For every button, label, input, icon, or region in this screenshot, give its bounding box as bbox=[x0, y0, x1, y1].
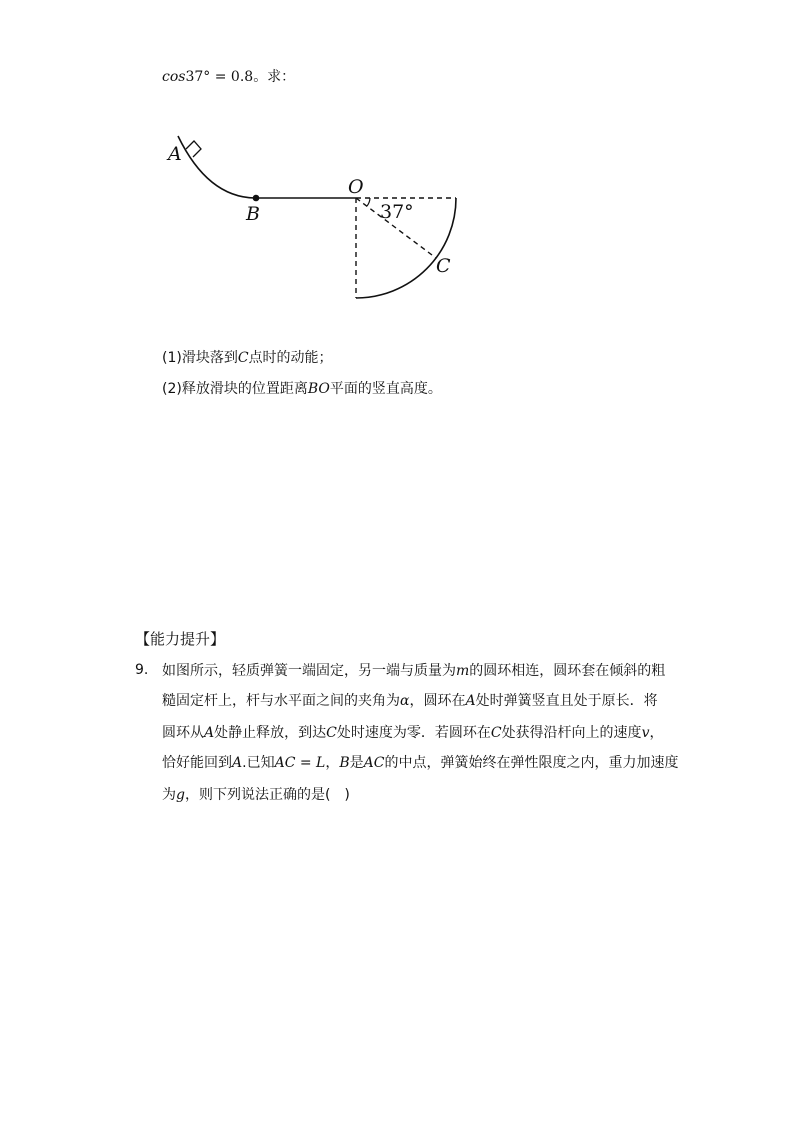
subquestion-1 bbox=[162, 349, 333, 367]
subquestion-2 bbox=[162, 380, 442, 398]
cos-func: cos bbox=[162, 69, 186, 85]
point-b-dot bbox=[253, 195, 260, 202]
label-o: O bbox=[348, 176, 364, 198]
given-condition bbox=[162, 68, 295, 86]
q-text: ， bbox=[325, 755, 340, 771]
q-text: 如图所示，轻质弹簧一端固定，另一端与质量为 bbox=[162, 663, 456, 679]
q-text: 为 bbox=[162, 787, 176, 803]
subquestion-1-var: C bbox=[237, 350, 249, 366]
question-line-3 bbox=[162, 724, 663, 742]
label-b: B bbox=[246, 203, 260, 225]
q-text: 的圆环相连，圆环套在倾斜的粗 bbox=[469, 663, 666, 679]
cos-expression: 37° = 0.8 bbox=[185, 69, 254, 85]
subquestion-1-suffix: 点时的动能； bbox=[248, 350, 333, 366]
q-text: 糙固定杆上，杆与水平面之间的夹角为 bbox=[162, 693, 400, 709]
q-text: 是 bbox=[349, 755, 364, 771]
subquestion-2-prefix: (2)释放滑块的位置距离 bbox=[162, 381, 308, 397]
section-heading: 【能力提升】 bbox=[135, 630, 226, 648]
label-c: C bbox=[436, 255, 451, 277]
subquestion-2-suffix: 平面的竖直高度。 bbox=[329, 381, 442, 397]
ask-text: 。求： bbox=[253, 69, 296, 85]
question-line-4 bbox=[162, 754, 678, 772]
q-text: .已知 bbox=[242, 755, 275, 771]
question-line-2 bbox=[162, 692, 658, 710]
var-ac: AC bbox=[363, 755, 385, 771]
var-a: A bbox=[465, 693, 476, 709]
q-text: 处时弹簧竖直且处于原长．将 bbox=[475, 693, 658, 709]
q-text: 处获得沿杆向上的速度 bbox=[501, 725, 642, 741]
question-line-1 bbox=[162, 662, 665, 680]
var-alpha: α bbox=[400, 693, 410, 709]
question-line-5 bbox=[162, 786, 350, 804]
var-v: v bbox=[641, 725, 650, 741]
var-b: B bbox=[339, 755, 350, 771]
q-text: 圆环从 bbox=[162, 725, 204, 741]
q-text: 恰好能回到 bbox=[162, 755, 232, 771]
label-angle: 37° bbox=[380, 201, 414, 223]
var-m: m bbox=[456, 663, 470, 679]
q-text: 处静止释放，到达 bbox=[214, 725, 327, 741]
var-c: C bbox=[326, 725, 337, 741]
track-figure bbox=[160, 128, 470, 308]
q-text: ，则下列说法正确的是( ) bbox=[184, 787, 350, 803]
q-text: ， bbox=[649, 725, 664, 741]
angle-arc bbox=[367, 198, 370, 206]
var-a: A bbox=[232, 755, 243, 771]
equation-ac-l: AC = L bbox=[274, 755, 326, 771]
subquestion-2-var: BO bbox=[307, 381, 330, 397]
var-g: g bbox=[176, 787, 185, 803]
q-text: 处时速度为零．若圆环在 bbox=[336, 725, 491, 741]
subquestion-1-prefix: (1)滑块落到 bbox=[162, 350, 238, 366]
q-text: ，圆环在 bbox=[409, 693, 466, 709]
var-c: C bbox=[490, 725, 502, 741]
var-a: A bbox=[204, 725, 215, 741]
label-a: A bbox=[168, 143, 182, 165]
q-text: 的中点，弹簧始终在弹性限度之内，重力加速度 bbox=[384, 755, 679, 771]
question-number: 9. bbox=[135, 662, 149, 678]
